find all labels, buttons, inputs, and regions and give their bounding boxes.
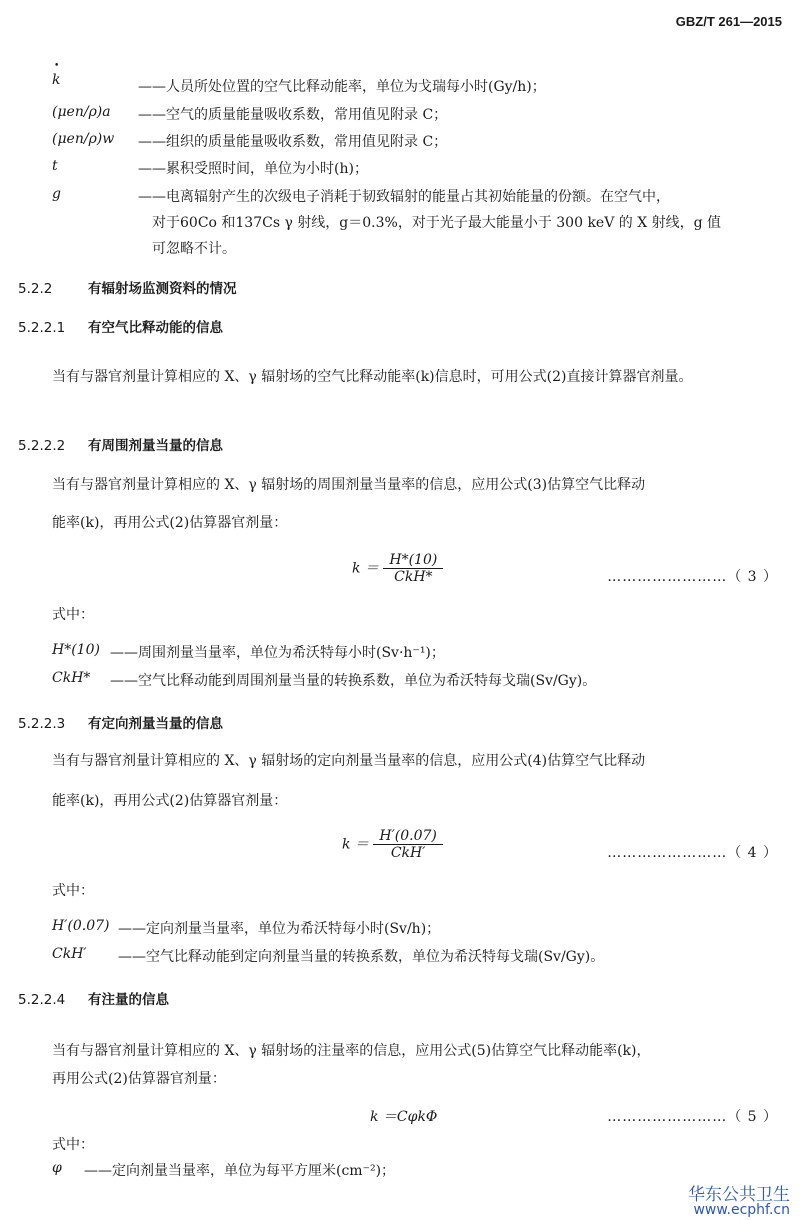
def-symbol: H*(10) xyxy=(52,642,100,658)
where-label: 式中： xyxy=(52,607,94,623)
watermark-url: www.ecphf.cn xyxy=(693,1202,790,1218)
def-text: ——空气比释动能到周围剂量当量的转换系数，单位为希沃特每戈瑞(Sv/Gy)。 xyxy=(110,673,597,689)
def-text: ——组织的质量能量吸收系数，常用值见附录 C； xyxy=(138,134,448,150)
def-symbol: H′(0.07) xyxy=(52,918,110,934)
where-label: 式中： xyxy=(52,1137,94,1153)
def-text-cont: 对于60Co 和137Cs γ 射线，g＝0.3%，对于光子最大能量小于 300 keV 的 X 射线，g 值 xyxy=(152,215,722,231)
section-number: 5.2.2.4 xyxy=(18,992,66,1008)
def-text: ——空气的质量能量吸收系数，常用值见附录 C； xyxy=(138,107,448,123)
paragraph: 能率(k)，再用公式(2)估算器官剂量： xyxy=(52,515,288,531)
def-symbol: (μen/ρ)a xyxy=(52,104,111,120)
paragraph: 当有与器官剂量计算相应的 X、γ 辐射场的空气比释动能率(k)信息时，可用公式(2)直接计算器官剂量。 xyxy=(52,369,693,385)
def-text: ——周围剂量当量率，单位为希沃特每小时(Sv·h⁻¹)； xyxy=(110,645,445,661)
def-row xyxy=(52,72,60,88)
def-symbol: g xyxy=(52,186,61,202)
paragraph: 当有与器官剂量计算相应的 X、γ 辐射场的定向剂量当量率的信息，应用公式(4)估算空气比释动 xyxy=(52,753,646,769)
equation-5: k ＝CφkΦ xyxy=(370,1109,438,1125)
symbol-k-dot: • k xyxy=(52,72,60,88)
section-number: 5.2.2.1 xyxy=(18,320,66,336)
equation-number: ……………………（ 4 ） xyxy=(607,845,778,861)
numerator: H*(10) xyxy=(383,552,443,569)
section-title: 有辐射场监测资料的情况 xyxy=(88,281,237,297)
equation-4 xyxy=(342,828,443,861)
def-text: ——累积受照时间，单位为小时(h)； xyxy=(138,161,368,177)
equation-number: ……………………（ 3 ） xyxy=(607,569,778,585)
section-number: 5.2.2.3 xyxy=(18,716,66,732)
def-symbol: CkH′ xyxy=(52,946,87,962)
section-heading xyxy=(18,434,223,454)
def-symbol: φ xyxy=(52,1160,62,1176)
paragraph: 当有与器官剂量计算相应的 X、γ 辐射场的周围剂量当量率的信息，应用公式(3)估算空气比释动 xyxy=(52,477,646,493)
fraction xyxy=(373,828,442,861)
paragraph: 能率(k)，再用公式(2)估算器官剂量： xyxy=(52,793,288,809)
eq-lhs: k ＝ xyxy=(342,836,369,853)
section-title: 有定向剂量当量的信息 xyxy=(88,716,223,732)
standard-code: GBZ/T 261—2015 xyxy=(675,14,782,29)
section-heading xyxy=(18,712,223,732)
equation-number: ……………………（ 5 ） xyxy=(607,1109,778,1125)
eq-lhs: k ＝ xyxy=(352,560,379,577)
paragraph: 再用公式(2)估算器官剂量： xyxy=(52,1071,226,1087)
watermark-title: 华东公共卫生 xyxy=(688,1185,790,1205)
def-symbol: t xyxy=(52,158,58,174)
def-text: ——定向剂量当量率，单位为希沃特每小时(Sv/h)； xyxy=(118,921,441,937)
def-text: ——空气比释动能到定向剂量当量的转换系数，单位为希沃特每戈瑞(Sv/Gy)。 xyxy=(118,949,605,965)
def-text: ——电离辐射产生的次级电子消耗于韧致辐射的能量占其初始能量的份额。在空气中， xyxy=(138,189,670,205)
section-title: 有注量的信息 xyxy=(88,992,169,1008)
section-title: 有周围剂量当量的信息 xyxy=(88,438,223,454)
fraction xyxy=(383,552,443,585)
def-symbol: CkH* xyxy=(52,670,91,686)
def-text: ——定向剂量当量率，单位为每平方厘米(cm⁻²)； xyxy=(84,1163,396,1179)
def-text: ——人员所处位置的空气比释动能率，单位为戈瑞每小时(Gy/h)； xyxy=(138,79,546,95)
def-text-cont: 可忽略不计。 xyxy=(152,241,236,257)
denominator: CkH′ xyxy=(390,845,426,861)
section-heading xyxy=(18,316,223,336)
section-heading xyxy=(18,277,237,297)
numerator: H′(0.07) xyxy=(373,828,442,845)
section-title: 有空气比释动能的信息 xyxy=(88,320,223,336)
denominator: CkH* xyxy=(394,569,433,585)
equation-3 xyxy=(352,552,443,585)
section-number: 5.2.2 xyxy=(18,281,53,297)
section-heading xyxy=(18,988,169,1008)
where-label: 式中： xyxy=(52,883,94,899)
section-number: 5.2.2.2 xyxy=(18,438,66,454)
paragraph: 当有与器官剂量计算相应的 X、γ 辐射场的注量率的信息，应用公式(5)估算空气比释动能率(k)， xyxy=(52,1043,651,1059)
def-symbol: (μen/ρ)w xyxy=(52,131,115,147)
